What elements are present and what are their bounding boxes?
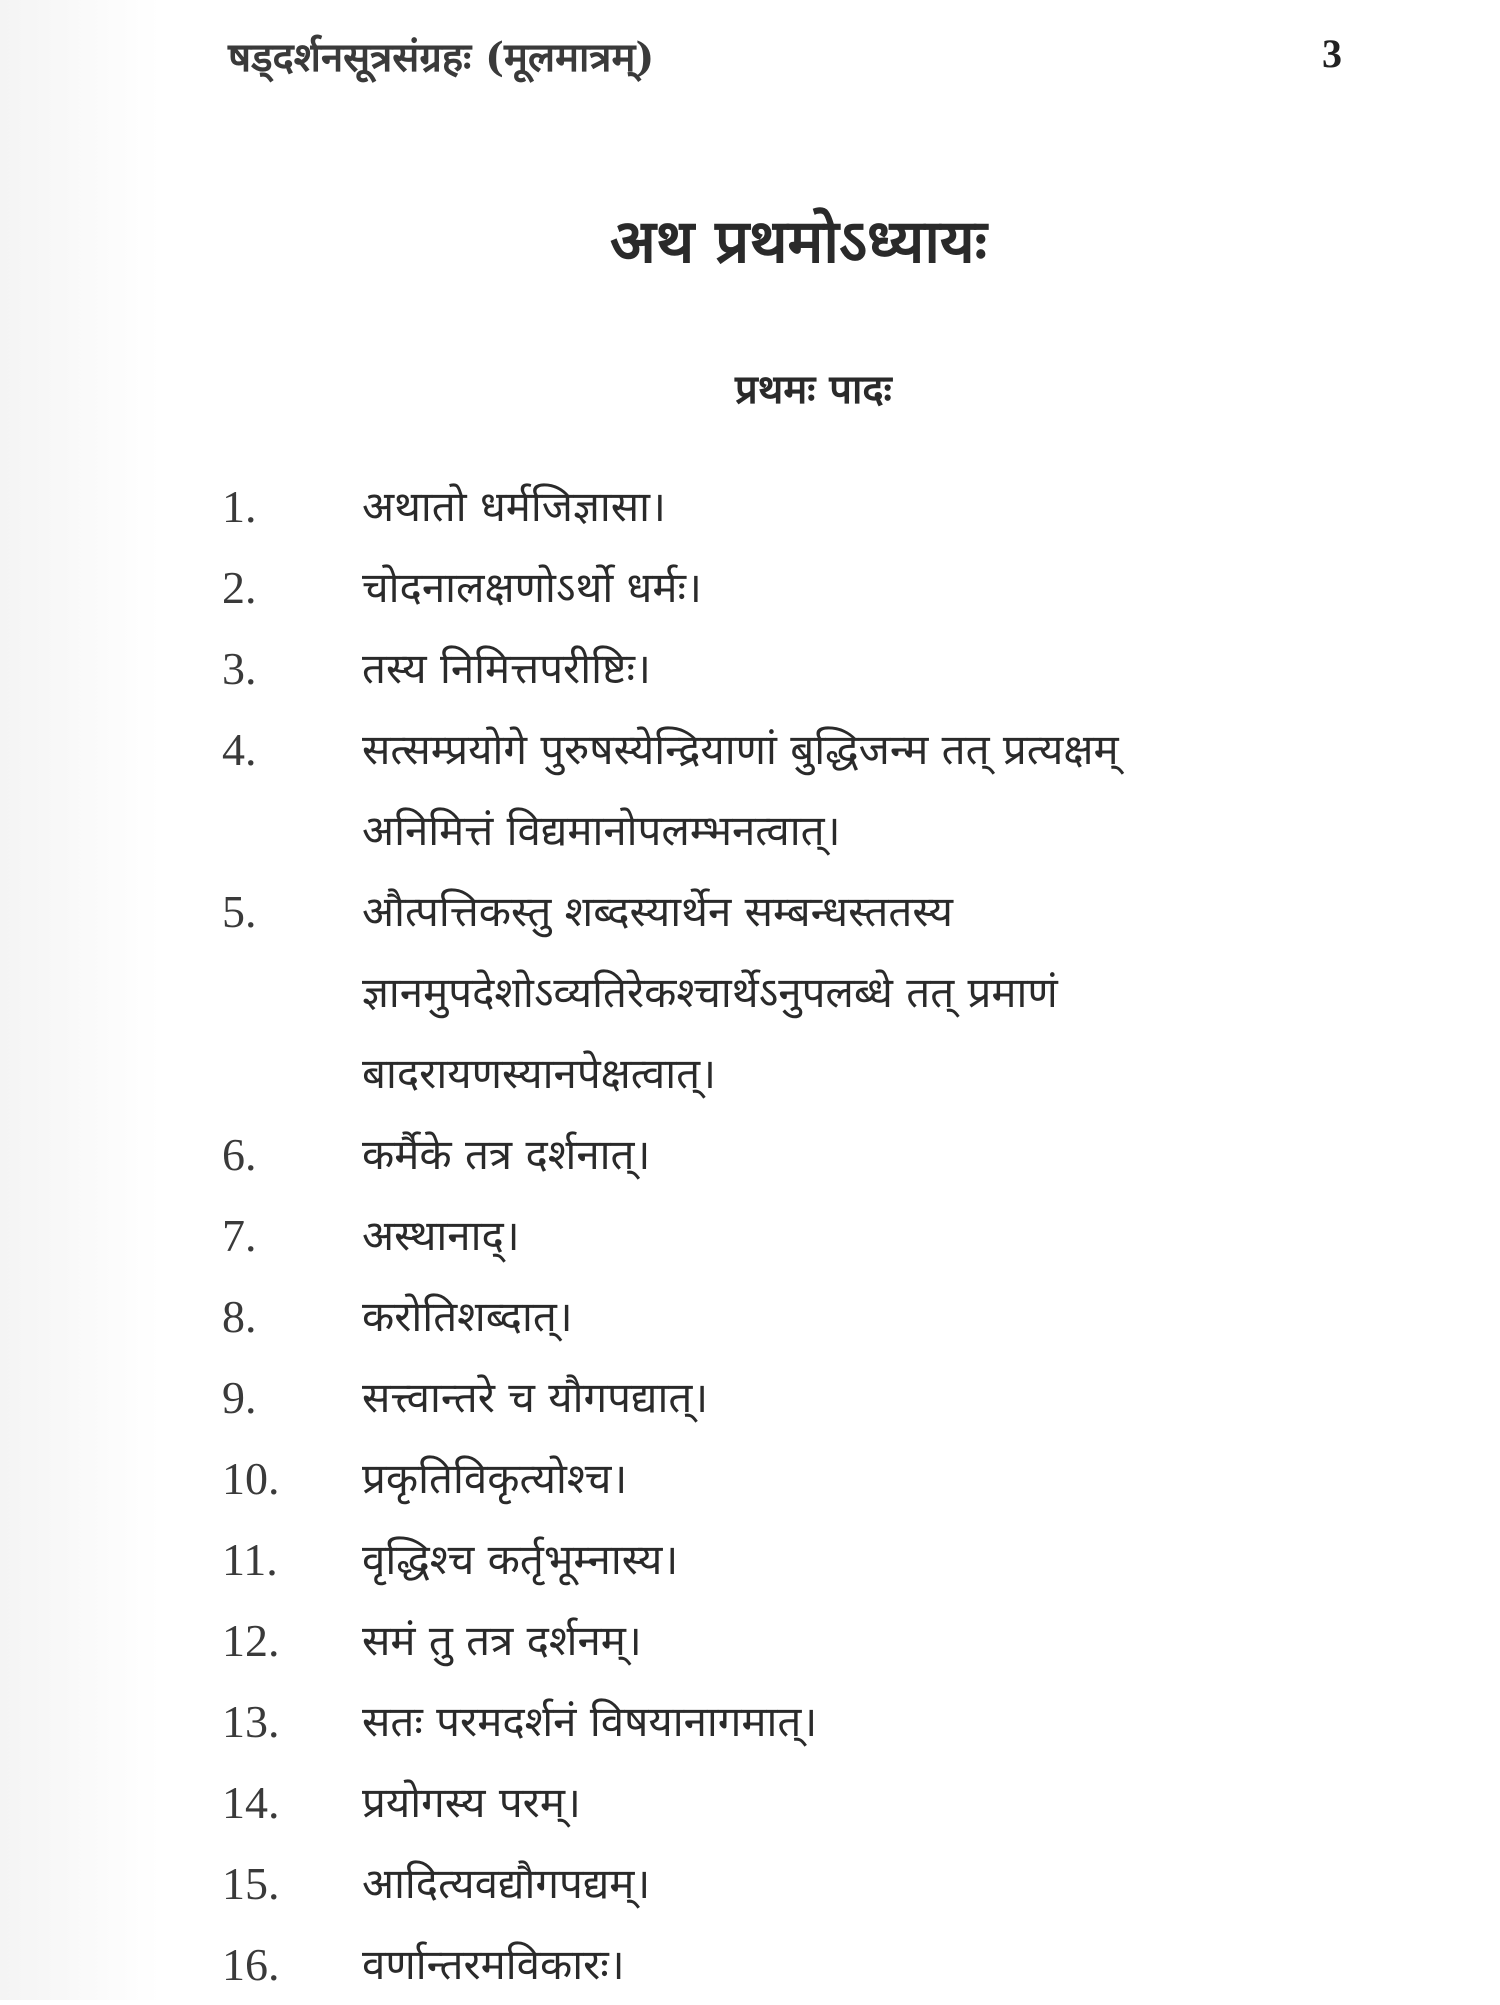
sutra-text [362,871,1332,1114]
page-number: 3 [1322,31,1342,76]
sutra-line: अस्थानाद्। [362,1211,520,1260]
sutra-line: प्रकृतिविकृत्योश्च। [362,1454,628,1503]
sutra-number: 13. [222,1696,280,1747]
sutra-item [222,709,1332,871]
sutra-number: 2. [222,562,257,613]
sutra-line: वृद्धिश्च कर्तृभूम्नास्य। [362,1535,679,1584]
sutra-text [362,1762,1332,1843]
sutra-number: 10. [222,1453,280,1504]
sutra-line: करोतिशब्दात्। [362,1292,573,1341]
sutra-item [222,1843,1332,1924]
sutra-item [222,1195,1332,1276]
sutra-text [362,1357,1332,1438]
sutra-line: बादरायणस्यानपेक्षत्वात्। [362,1049,717,1098]
running-header: षड्दर्शनसूत्रसंग्रहः (मूलमात्रम्) [228,34,655,81]
sutra-text [362,1924,1332,2005]
sutra-number: 5. [222,886,257,937]
chapter-title: अथ प्रथमोऽध्यायः [610,207,987,277]
sutra-item [222,871,1332,1114]
sutra-text [362,466,1332,547]
sutra-line: तस्य निमित्तपरीष्टिः। [362,644,651,693]
sutra-text [362,1195,1332,1276]
sutra-text [362,628,1332,709]
sutra-line: औत्पत्तिकस्तु शब्दस्यार्थेन सम्बन्धस्ततस्य [362,887,954,936]
sutra-line: कर्मैके तत्र दर्शनात्। [362,1130,651,1179]
sutra-number: 6. [222,1129,257,1180]
sutra-number: 14. [222,1777,280,1828]
sutra-item [222,628,1332,709]
sutra-item [222,1438,1332,1519]
sutra-item [222,1519,1332,1600]
sutra-number: 12. [222,1615,280,1666]
page-gutter-shadow [0,0,160,2000]
sutra-number: 9. [222,1372,257,1423]
sutra-list [222,466,1332,2005]
sutra-text [362,1114,1332,1195]
sutra-text [362,1438,1332,1519]
sutra-item [222,466,1332,547]
sutra-number: 8. [222,1291,257,1342]
sutra-line: प्रयोगस्य परम्। [362,1778,581,1827]
sutra-item [222,1276,1332,1357]
sutra-line: अथातो धर्मजिज्ञासा। [362,482,666,531]
sutra-item [222,1600,1332,1681]
sutra-line: चोदनालक्षणोऽर्थो धर्मः। [362,563,702,612]
sutra-text [362,1600,1332,1681]
sutra-line: ज्ञानमुपदेशोऽव्यतिरेकश्चार्थेऽनुपलब्धे तत् प्रमाणं [362,968,1058,1017]
section-title: प्रथमः पादः [735,366,892,413]
sutra-number: 11. [222,1534,278,1585]
sutra-text [362,1276,1332,1357]
sutra-line: सत्सम्प्रयोगे पुरुषस्येन्द्रियाणां बुद्धिजन्म तत् प्रत्यक्षम् [362,725,1119,774]
sutra-text [362,1681,1332,1762]
sutra-number: 7. [222,1210,257,1261]
sutra-text [362,1843,1332,1924]
sutra-number: 3. [222,643,257,694]
sutra-line: वर्णान्तरमविकारः। [362,1940,625,1989]
sutra-number: 15. [222,1858,280,1909]
sutra-item [222,1681,1332,1762]
sutra-item [222,1114,1332,1195]
sutra-text [362,709,1332,871]
sutra-line: सत्त्वान्तरे च यौगपद्यात्। [362,1373,709,1422]
sutra-line: समं तु तत्र दर्शनम्। [362,1616,642,1665]
sutra-line: आदित्यवद्यौगपद्यम्। [362,1859,651,1908]
sutra-item [222,1924,1332,2005]
sutra-line: अनिमित्तं विद्यमानोपलम्भनत्वात्। [362,806,841,855]
sutra-item [222,1762,1332,1843]
sutra-item [222,547,1332,628]
sutra-text [362,547,1332,628]
sutra-line: सतः परमदर्शनं विषयानागमात्। [362,1697,818,1746]
sutra-number: 1. [222,481,257,532]
sutra-number: 16. [222,1939,280,1990]
sutra-text [362,1519,1332,1600]
sutra-item [222,1357,1332,1438]
sutra-number: 4. [222,724,257,775]
